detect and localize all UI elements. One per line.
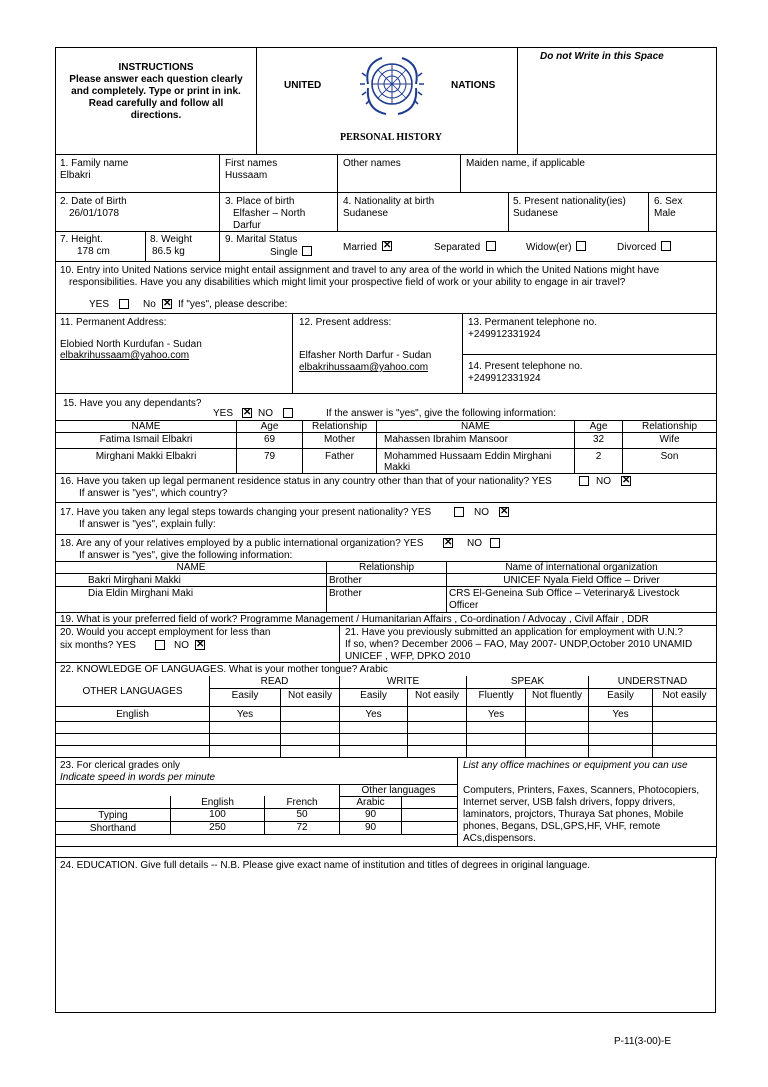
present-telephone-value: +249912331924	[468, 373, 541, 384]
lang-sub-header: Fluently	[478, 690, 514, 701]
q10-yes-label: YES	[89, 299, 110, 310]
typing-row-label: Typing	[98, 810, 128, 821]
dependants-header-name: NAME	[131, 421, 161, 432]
height-label: 7. Height.	[60, 234, 103, 245]
other-names-label: Other names	[343, 158, 401, 169]
present-nationality-label: 5. Present nationality(ies)	[513, 196, 626, 207]
q17-text: 17. Have you taken any legal steps towards changing your present nationality? YES	[60, 507, 432, 518]
q18-yes-checkbox[interactable]: ✕	[444, 537, 453, 548]
nations-label: NATIONS	[451, 80, 496, 91]
q18-no-label: NO	[467, 538, 482, 549]
widow-checkbox[interactable]	[576, 241, 586, 251]
dependant-name: Mohammed Hussaam Eddin Mirghani	[384, 451, 552, 462]
dependant-name: Mahassen Ibrahim Mansoor	[384, 434, 508, 445]
q15-if-yes-label: If the answer is "yes", give the following information:	[326, 408, 556, 419]
present-email[interactable]: elbakrihussaam@yahoo.com	[299, 362, 429, 373]
typing-value: 50	[296, 809, 308, 820]
q20-no-label: NO	[174, 640, 189, 651]
dob-value: 26/01/1078	[69, 208, 120, 219]
present-nationality-value: Sudanese	[513, 208, 559, 219]
relative-name: Bakri Mirghani Makki	[88, 575, 181, 586]
q17-text: If answer is "yes", explain fully:	[79, 519, 216, 530]
divorced-checkbox[interactable]	[661, 241, 671, 251]
form-code: P-11(3-00)-E	[614, 1036, 672, 1047]
q10-text: responsibilities. Have you any disabilities which might limit your prospective field of work or your ability to engage in air travel?	[69, 277, 626, 288]
marital-status-label: 9. Marital Status	[225, 234, 298, 245]
relatives-header-relationship: Relationship	[358, 562, 415, 573]
dependant-age: 32	[592, 434, 605, 445]
dependants-header-relationship: Relationship	[641, 421, 698, 432]
do-not-write-label: Do not Write in this Space	[540, 51, 664, 62]
q18-no-checkbox[interactable]	[490, 538, 500, 548]
q20-text: 20. Would you accept employment for less than	[60, 627, 271, 638]
other-languages-header: OTHER LANGUAGES	[82, 686, 183, 697]
relative-org: CRS El-Geneina Sub Office – Veterinary& Livestock	[449, 588, 680, 599]
weight-value: 86.5 kg	[152, 246, 185, 257]
permanent-telephone-label: 13. Permanent telephone no.	[468, 317, 597, 328]
single-checkbox[interactable]	[302, 246, 312, 256]
q10-no-label: No	[143, 299, 156, 310]
q23-title: 23. For clerical grades only	[60, 760, 181, 771]
shorthand-value: 90	[364, 822, 377, 833]
dependant-relationship: Son	[660, 451, 679, 462]
q10-no-checkbox[interactable]: ✕	[163, 298, 172, 309]
pob-value: Elfasher – North	[233, 208, 306, 219]
lang-group-understand: UNDERSTNAD	[617, 676, 688, 687]
q23-subtitle: Indicate speed in words per minute	[60, 772, 216, 783]
machines-value: laminators, projctors, Thuraya Sat phones, Mobile	[463, 809, 684, 820]
lang-group-speak: SPEAK	[510, 676, 545, 687]
machines-value: phones, Begans, DSL,GPS,HF, VHF, remote	[463, 821, 661, 832]
weight-label: 8. Weight	[150, 234, 193, 245]
q21-text: UNICEF , WFP, DPKO 2010	[345, 651, 471, 662]
present-telephone-label: 14. Present telephone no.	[468, 361, 583, 372]
nationality-birth-value: Sudanese	[343, 208, 389, 219]
separated-checkbox[interactable]	[486, 241, 496, 251]
divorced-label: Divorced	[617, 242, 657, 253]
lang-sub-header: Not fluently	[531, 690, 583, 701]
instructions-line: and completely. Type or print in ink.	[71, 86, 241, 97]
typing-col-header: Arabic	[356, 797, 385, 808]
dependant-relationship: Father	[325, 451, 354, 462]
un-emblem-icon	[356, 54, 428, 122]
machines-label: List any office machines or equipment you can use	[463, 760, 688, 771]
q16-text: 16. Have you taken up legal permanent residence status in any country other than that of your nationality? YES	[60, 476, 552, 487]
q16-no-label: NO	[596, 476, 611, 487]
q10-yes-checkbox[interactable]	[119, 299, 129, 309]
relative-name: Dia Eldin Mirghani Maki	[88, 588, 194, 599]
lang-group-write: WRITE	[386, 676, 420, 687]
q15-yes-checkbox[interactable]: ✕	[243, 407, 252, 418]
q16-text: If answer is "yes", which country?	[79, 488, 228, 499]
height-value: 178 cm	[77, 246, 110, 257]
q21-text: 21. Have you previously submitted an application for employment with U.N.?	[345, 627, 683, 638]
permanent-email[interactable]: elbakrihussaam@yahoo.com	[60, 350, 190, 361]
dependants-header-age: Age	[589, 421, 608, 432]
q15-no-label: NO	[258, 408, 273, 419]
widow-label: Widow(er)	[526, 242, 572, 253]
sex-label: 6. Sex	[654, 196, 683, 207]
q20-text: six months? YES	[60, 640, 136, 651]
permanent-telephone-value: +249912331924	[468, 329, 541, 340]
relatives-header-name: NAME	[176, 562, 206, 573]
q16-no-checkbox[interactable]: ✕	[622, 475, 631, 486]
shorthand-row-label: Shorthand	[89, 823, 137, 834]
language-name: English	[116, 709, 149, 720]
married-label: Married	[343, 242, 377, 253]
q15-no-checkbox[interactable]	[283, 408, 293, 418]
machines-value: Internet server, USB falsh drivers, foppy drivers,	[463, 797, 676, 808]
dependants-header-age: Age	[260, 421, 279, 432]
separated-label: Separated	[434, 242, 481, 253]
language-cell: Yes	[365, 709, 382, 720]
form-title: PERSONAL HISTORY	[340, 132, 442, 143]
q17-no-checkbox[interactable]: ✕	[500, 506, 509, 517]
language-cell: Yes	[236, 709, 254, 720]
relative-org: UNICEF Nyala Field Office – Driver	[503, 575, 660, 586]
permanent-address-value: Elobied North Kurdufan - Sudan	[60, 339, 202, 350]
maiden-name-label: Maiden name, if applicable	[466, 158, 585, 169]
machines-value: ACs,dispensors.	[463, 833, 536, 844]
lang-sub-header: Not easily	[415, 690, 459, 701]
dependant-age: 2	[595, 451, 602, 462]
dependant-name: Makki	[384, 462, 411, 473]
lang-sub-header: Easily	[607, 690, 634, 701]
pob-label: 3. Place of birth	[225, 196, 295, 207]
pob-value: Darfur	[233, 220, 261, 231]
q20-no-checkbox[interactable]: ✕	[196, 639, 205, 650]
q15-yes-label: YES	[213, 408, 234, 419]
shorthand-value: 72	[296, 822, 308, 833]
sex-value: Male	[654, 208, 676, 219]
united-label: UNITED	[284, 80, 322, 91]
relative-org: Officer	[449, 600, 479, 611]
first-names-label: First names	[225, 158, 278, 169]
q10-text: 10. Entry into United Nations service might entail assignment and travel to any area of the world in which the United Nations might have	[60, 265, 660, 276]
q22-title: 22. KNOWLEDGE OF LANGUAGES. What is your mother tongue? Arabic	[60, 664, 388, 675]
relative-relationship: Brother	[329, 588, 362, 599]
q10-if-yes-label: If "yes", please describe:	[178, 299, 288, 310]
q18-text: 18. Are any of your relatives employed by a public international organization? YES	[60, 538, 424, 549]
permanent-address-label: 11. Permanent Address:	[60, 317, 167, 328]
machines-value: Computers, Printers, Faxes, Scanners, Photocopiers,	[463, 785, 700, 796]
single-label: Single	[270, 247, 298, 258]
dependant-relationship: Wife	[659, 434, 680, 445]
q20-yes-checkbox[interactable]	[155, 640, 165, 650]
lang-sub-header: Not easily	[288, 690, 332, 701]
dependant-age: 79	[263, 451, 276, 462]
dependants-header-relationship: Relationship	[311, 421, 368, 432]
dependant-relationship: Mother	[323, 434, 356, 445]
instructions-line: Please answer each question clearly	[69, 74, 243, 85]
nationality-birth-label: 4. Nationality at birth	[343, 196, 435, 207]
q19-text: 19. What is your preferred field of work? Programme Management / Humanitarian Affairs , Co-ordination / Advocay , Civil Affair , DDR	[60, 614, 649, 625]
instructions-title: INSTRUCTIONS	[118, 62, 194, 73]
q21-text: If so, when? December 2006 – FAO, May 2007- UNDP,October 2010 UNAMID	[345, 639, 693, 650]
instructions-line: directions.	[130, 110, 182, 121]
family-name-label: 1. Family name	[60, 158, 129, 169]
lang-sub-header: Easily	[231, 690, 259, 701]
q15-question: 15. Have you any dependants?	[63, 398, 202, 409]
q17-yes-checkbox[interactable]	[454, 507, 464, 517]
married-checkbox[interactable]: ✕	[383, 240, 392, 251]
instructions-line: Read carefully and follow all	[88, 98, 224, 109]
typing-col-header: French	[286, 797, 318, 808]
q17-no-label: NO	[474, 507, 489, 518]
family-name-value: Elbakri	[60, 170, 91, 181]
q18-text: If answer is "yes", give the following information:	[79, 550, 293, 561]
present-address-value: Elfasher North Darfur - Sudan	[299, 350, 432, 361]
lang-group-read: READ	[260, 676, 289, 687]
language-cell: Yes	[612, 709, 629, 720]
relatives-header-org: Name of international organization	[505, 562, 658, 573]
dependant-age: 69	[263, 434, 276, 445]
dependant-name: Fatima Ismail Elbakri	[99, 434, 193, 445]
first-names-value: Hussaam	[225, 170, 268, 181]
q16-yes-checkbox[interactable]	[579, 476, 589, 486]
lang-sub-header: Not easily	[662, 690, 707, 701]
dependants-header-name: NAME	[461, 421, 490, 432]
language-cell: Yes	[487, 709, 505, 720]
typing-col-header: English	[201, 797, 234, 808]
typing-value: 90	[364, 809, 377, 820]
dependant-name: Mirghani Makki Elbakri	[95, 451, 197, 462]
education-box[interactable]	[55, 857, 716, 1013]
typing-other-languages-header: Other languages	[361, 785, 436, 796]
q24-text: 24. EDUCATION. Give full details -- N.B. Please give exact name of institution and titles of degrees in original language.	[60, 860, 591, 871]
shorthand-value: 250	[209, 822, 226, 833]
relative-relationship: Brother	[329, 575, 362, 586]
present-address-label: 12. Present address:	[299, 317, 392, 328]
typing-value: 100	[209, 809, 226, 820]
dob-label: 2. Date of Birth	[60, 196, 127, 207]
lang-sub-header: Easily	[360, 690, 387, 701]
